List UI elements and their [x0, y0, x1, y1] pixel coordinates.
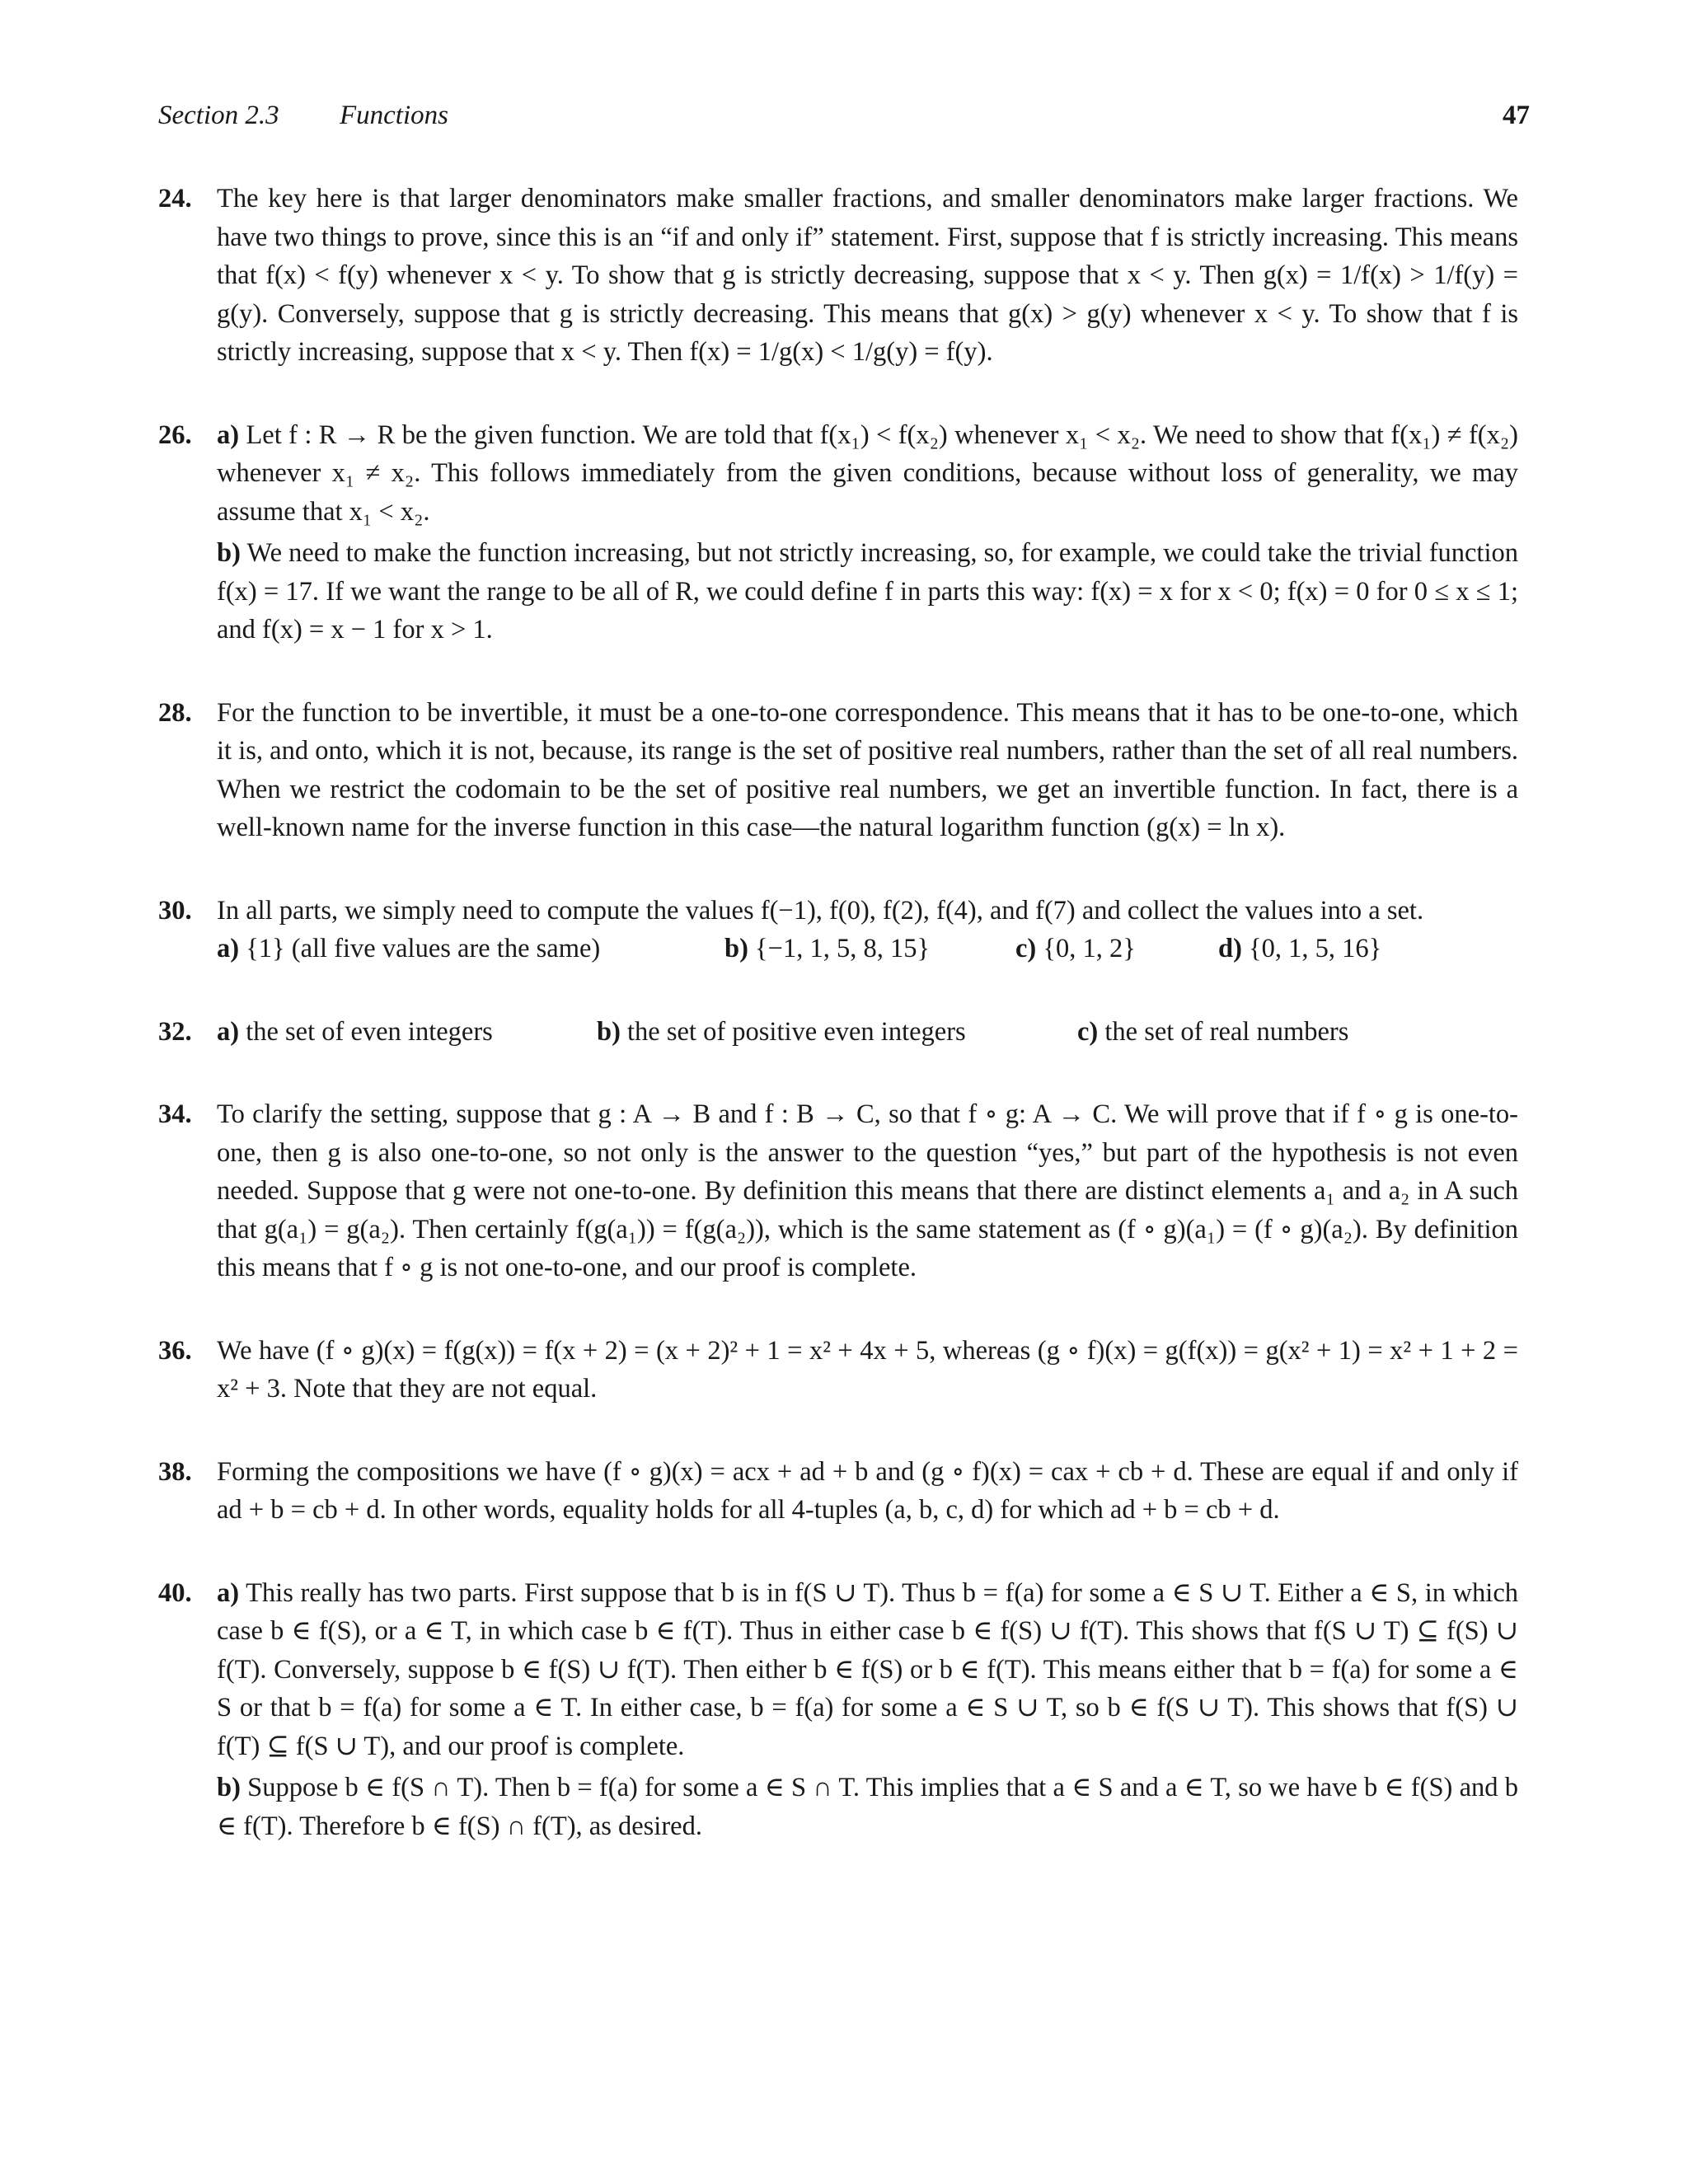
problem-text: Forming the compositions we have (f ∘ g)(x) = acx + ad + b and (g ∘ f)(x) = cax + cb + d. These are equal if and only if ad + b = cb + d. In other words, equality holds for all 4-tuples (a, b, c, d) for which ad + b = cb + d. [217, 1456, 1518, 1525]
answer-label: c) [1077, 1016, 1099, 1047]
part-text: This really has two parts. First suppose that b is in f(S ∪ T). Thus b = f(a) for some a ∈ S ∪ T. Either a ∈ S, in which case b ∈ f(S), or a ∈ T, in which case b ∈ f(T). Thus in either case b ∈ f(S) ∪ f(T). This shows that f(S ∪ T) ⊆ f(S) ∪ f(T). Conversely, suppose b ∈ f(S) ∪ f(T). Then either b ∈ f(S) or b ∈ f(T). This means either that b = f(a) for some a ∈ S or that b = f(a) for some a ∈ T. In either case, b = f(a) for some a ∈ S ∪ T, so b ∈ f(S ∪ T). This shows that f(S) ∪ f(T) ⊆ f(S ∪ T), and our proof is complete. [217, 1577, 1518, 1761]
answer-text: the set of real numbers [1104, 1016, 1349, 1047]
problem-number: 36. [158, 1335, 192, 1366]
section-label: Section 2.3 [158, 101, 279, 130]
answer-label: a) [217, 1016, 240, 1047]
problem-text: For the function to be invertible, it must be a one-to-one correspondence. This means that it has to be one-to-one, which it is, and onto, which it is not, because, its range is the set of positive real numbers, rather than the set of all real numbers. When we restrict the codomain to be the set of positive real numbers, we get an invertible function. In fact, there is a well-known name for the inverse function in this case—the natural logarithm function (g(x) = ln x). [217, 697, 1518, 842]
problem-number: 26. [158, 419, 192, 450]
answer-d [1218, 930, 1381, 968]
answer-text: {−1, 1, 5, 8, 15} [755, 934, 931, 963]
solutions-body [158, 180, 1518, 1890]
answer-b [597, 1013, 1077, 1052]
problem-number: 34. [158, 1099, 192, 1129]
chapter-title: Functions [340, 101, 448, 130]
part-label: b) [217, 1773, 241, 1802]
problem-number: 32. [158, 1016, 192, 1047]
problem-number: 30. [158, 895, 192, 926]
answer-label: a) [217, 934, 240, 963]
answer-label: d) [1218, 934, 1242, 963]
answer-label: c) [1015, 934, 1037, 963]
problem-number: 38. [158, 1456, 192, 1487]
running-header [158, 101, 1530, 142]
part-text: Let f : R → R be the given function. We are told that f(x₁) < f(x₂) whenever x₁ < x₂. We need to show that f(x₁) ≠ f(x₂) whenever x₁ ≠ x₂. This follows immediately from the given conditions, because without loss of generality, we may assume that x₁ < x₂. [217, 419, 1519, 527]
part-b [217, 534, 1518, 649]
answer-a [217, 930, 724, 968]
problem-intro: In all parts, we simply need to compute the values f(−1), f(0), f(2), f(4), and f(7) and collect the values into a set. [217, 895, 1424, 926]
answer-a [217, 1013, 597, 1052]
problem-text: To clarify the setting, suppose that g : A → B and f : B → C, so that f ∘ g: A → C. We will prove that if f ∘ g is one-to-one, then g is also one-to-one, so not only is the answer to the question “yes,” but part of the hypothesis is not even needed. Suppose that g were not one-to-one. By definition this means that there are distinct elements a₁ and a₂ in A such that g(a₁) = g(a₂). Then certainly f(g(a₁)) = f(g(a₂)), which is the same statement as (f ∘ g)(a₁) = (f ∘ g)(a₂). By definition this means that f ∘ g is not one-to-one, and our proof is complete. [217, 1099, 1518, 1282]
answer-row [217, 930, 1518, 968]
part-text: We need to make the function increasing, but not strictly increasing, so, for example, we could take the trivial function f(x) = 17. If we want the range to be all of R, we could define f in parts this way: f(x) = x for x < 0; f(x) = 0 for 0 ≤ x ≤ 1; and f(x) = x − 1 for x > 1. [217, 538, 1518, 644]
page-number: 47 [1503, 101, 1530, 130]
problem-38 [158, 1453, 1518, 1530]
problem-number: 24. [158, 184, 192, 213]
problem-text: We have (f ∘ g)(x) = f(g(x)) = f(x + 2) = (x + 2)² + 1 = x² + 4x + 5, whereas (g ∘ f)(x) = g(f(x)) = g(x² + 1) = x² + 1 + 2 = x² + 3. Note that they are not equal. [217, 1335, 1518, 1404]
problem-number: 28. [158, 697, 192, 728]
answer-c [1077, 1013, 1348, 1052]
part-label: b) [217, 538, 241, 568]
problem-number: 40. [158, 1577, 192, 1608]
part-a [217, 1574, 1518, 1766]
problem-28 [158, 694, 1518, 847]
answer-b [724, 930, 1015, 968]
problem-32 [158, 1013, 1518, 1052]
answer-label: b) [597, 1016, 621, 1047]
answer-text: {0, 1, 5, 16} [1249, 934, 1382, 963]
part-text: Suppose b ∈ f(S ∩ T). Then b = f(a) for some a ∈ S ∩ T. This implies that a ∈ S and a ∈ T, so we have b ∈ f(S) and b ∈ f(T). Therefore b ∈ f(S) ∩ f(T), as desired. [217, 1773, 1519, 1841]
problem-24 [158, 180, 1518, 372]
part-label: a) [217, 419, 240, 450]
problem-text: The key here is that larger denominators make smaller fractions, and smaller denominators make larger fractions. We have two things to prove, since this is an “if and only if” statement. First, suppose that f is strictly increasing. This means that f(x) < f(y) whenever x < y. To show that g is strictly decreasing, suppose that x < y. Then g(x) = 1/f(x) > 1/f(y) = g(y). Conversely, suppose that g is strictly decreasing. This means that g(x) > g(y) whenever x < y. To show that f is strictly increasing, suppose that x < y. Then f(x) = 1/g(x) < 1/g(y) = f(y). [217, 184, 1518, 367]
problem-30 [158, 892, 1518, 968]
answer-text: {1} (all five values are the same) [246, 934, 601, 963]
answer-text: the set of positive even integers [627, 1016, 966, 1047]
problem-26 [158, 416, 1518, 649]
answer-text: the set of even integers [246, 1016, 493, 1047]
part-label: a) [217, 1577, 240, 1608]
part-b [217, 1769, 1518, 1845]
answer-label: b) [724, 934, 748, 963]
answer-row [217, 1013, 1518, 1052]
answer-text: {0, 1, 2} [1043, 934, 1136, 963]
problem-40 [158, 1574, 1518, 1846]
part-a [217, 416, 1518, 532]
problem-36 [158, 1332, 1518, 1408]
answer-c [1015, 930, 1218, 968]
problem-34 [158, 1095, 1518, 1287]
